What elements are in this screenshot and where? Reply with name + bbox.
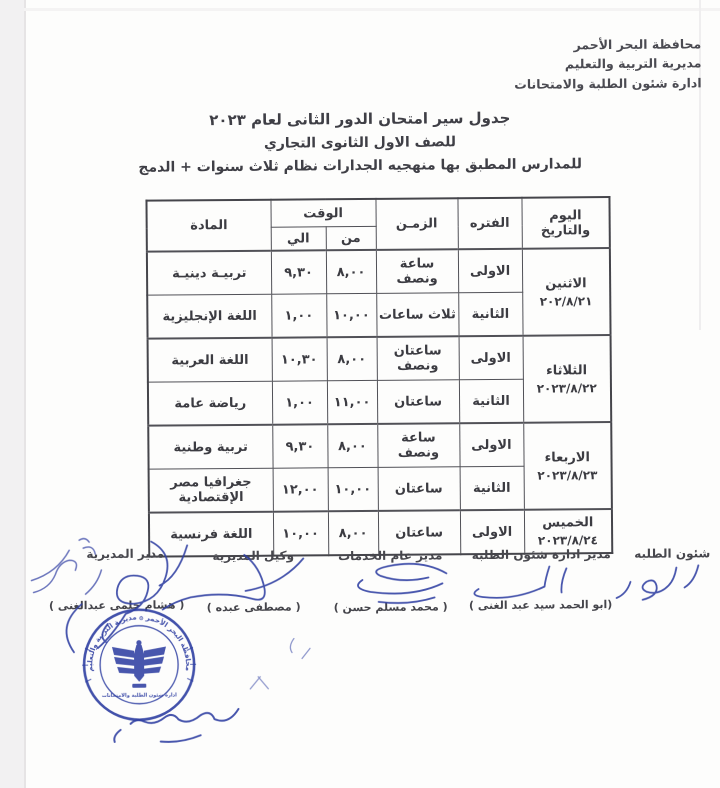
duration-cell: ساعتان bbox=[378, 467, 460, 511]
time-from-cell: ٨,٠٠ bbox=[326, 250, 376, 294]
handwritten-date-scribble bbox=[114, 709, 239, 742]
subject-cell: اللغة الإنجليزية bbox=[147, 294, 271, 338]
document-title bbox=[126, 108, 594, 176]
header-period: الفتره bbox=[457, 198, 521, 250]
stamp-ring-text: محافظة البحر الأحمر ۞ مديرية التربية والتعليم bbox=[86, 613, 193, 673]
table-row bbox=[148, 335, 611, 382]
period-cell: الثانية bbox=[458, 292, 522, 336]
signature-title-directorate-director: مدير المديرية bbox=[86, 546, 165, 562]
duration-cell: ساعتان ونصف bbox=[377, 336, 459, 380]
signature-ink-students-affairs bbox=[616, 565, 698, 600]
letterhead-directorate: مديرية التربية والتعليم bbox=[564, 55, 702, 72]
duration-cell: ثلاث ساعات bbox=[376, 293, 458, 337]
header-duration: الزمـن bbox=[375, 198, 457, 250]
title-line-1: جدول سير امتحان الدور الثانى لعام ٢٠٢٣ bbox=[209, 108, 511, 130]
header-day-date: اليوم والتاريخ bbox=[521, 197, 609, 249]
title-line-3: للمدارس المطبق بها منهجيه الجدارات نظام ثلاث سنوات + الدمج bbox=[138, 156, 583, 176]
day-date: ٢٠٢٣/٨/٢٣ bbox=[537, 467, 598, 483]
subject-cell: رياضة عامة bbox=[148, 381, 272, 425]
time-from-cell: ٨,٠٠ bbox=[327, 424, 377, 468]
signature-name-deputy-director: ( مصطفى عبده ) bbox=[206, 600, 301, 615]
table-row bbox=[147, 248, 610, 295]
time-to-cell: ١٢,٠٠ bbox=[273, 468, 328, 512]
day-cell-tuesday bbox=[523, 335, 612, 423]
header-time-to: الي bbox=[271, 227, 326, 251]
signature-title-students-affairs-director: مدير ادارة شئون الطلبه bbox=[471, 547, 611, 563]
day-date: ٢٠٢٣/٨/٢٢ bbox=[536, 380, 597, 396]
eagle-of-saladin-icon bbox=[112, 640, 166, 688]
day-name: الثلاثاء bbox=[546, 362, 588, 379]
signature-title-deputy-director: وكيل المديرية bbox=[212, 548, 295, 564]
time-to-cell: ١٠,٠٠ bbox=[273, 511, 328, 555]
day-date: ٢٠٢/٨/٢١ bbox=[539, 293, 593, 309]
signature-title-students-affairs: شئون الطلبه bbox=[634, 546, 711, 561]
signature-name-directorate-director: ( هشام حلمى عبدالغنى ) bbox=[48, 598, 185, 613]
svg-text:محافظة البحر الأحمر ۞ مديرية ا bbox=[86, 613, 193, 672]
duration-cell: ساعة ونصف bbox=[377, 423, 459, 467]
day-name: الخميس bbox=[542, 515, 594, 531]
table-row bbox=[148, 422, 611, 469]
signature-name-services-general-director: ( محمد مسلم حسن ) bbox=[333, 600, 448, 615]
period-cell: الاولى bbox=[459, 423, 523, 467]
header-time-from: من bbox=[326, 226, 376, 250]
period-cell: الاولى bbox=[458, 249, 522, 293]
header-time: الوقت bbox=[270, 199, 375, 227]
time-from-cell: ١٠,٠٠ bbox=[326, 293, 376, 337]
time-to-cell: ١٠,٣٠ bbox=[272, 337, 327, 381]
letterhead-department: ادارة شئون الطلبة والامتحانات bbox=[514, 75, 702, 92]
day-cell-monday bbox=[522, 248, 611, 336]
day-name: الاثنين bbox=[545, 275, 587, 292]
header-subject: المادة bbox=[146, 200, 270, 252]
time-from-cell: ٨,٠٠ bbox=[328, 511, 378, 555]
time-from-cell: ٨,٠٠ bbox=[327, 337, 377, 381]
table-header-row-1 bbox=[146, 197, 609, 228]
official-round-stamp bbox=[82, 609, 197, 720]
exam-schedule-table bbox=[145, 196, 613, 558]
time-to-cell: ١,٠٠ bbox=[271, 294, 326, 338]
duration-cell: ساعة ونصف bbox=[376, 249, 458, 293]
subject-cell: تربيـة دينيـة bbox=[147, 251, 271, 295]
duration-cell: ساعتان bbox=[378, 510, 460, 555]
stamp-outer-ring bbox=[84, 609, 195, 720]
signature-ink-services-director bbox=[358, 564, 447, 604]
time-to-cell: ١,٠٠ bbox=[272, 381, 327, 425]
period-cell: الاولى bbox=[460, 510, 524, 555]
stamp-center-text: ادارة شئون الطلبة والامتحانات bbox=[101, 692, 177, 700]
stamp-ring-decorations bbox=[82, 647, 196, 682]
subject-cell: تربية وطنية bbox=[148, 425, 272, 469]
ink-side-marks bbox=[250, 638, 310, 688]
time-from-cell: ١٠,٠٠ bbox=[328, 467, 378, 511]
stamp-inner-ring bbox=[100, 625, 179, 704]
period-cell: الاولى bbox=[459, 336, 523, 380]
letterhead bbox=[514, 34, 702, 94]
day-cell-wednesday bbox=[523, 422, 612, 510]
period-cell: الثانية bbox=[460, 466, 524, 510]
time-from-cell: ١١,٠٠ bbox=[327, 380, 377, 424]
subject-cell: جغرافيا مصر الإقتصادية bbox=[149, 468, 273, 512]
period-cell: الثانية bbox=[459, 379, 523, 423]
subject-cell: اللغة العربية bbox=[148, 338, 272, 382]
signature-ink-students-affairs-director bbox=[474, 566, 566, 598]
subject-cell: اللغة فرنسية bbox=[149, 512, 273, 557]
time-to-cell: ٩,٣٠ bbox=[271, 250, 326, 294]
signature-title-services-general-director: مدير عام الخدمات bbox=[338, 548, 443, 564]
title-line-2: للصف الاول الثانوى التجاري bbox=[263, 134, 457, 152]
time-to-cell: ٩,٣٠ bbox=[272, 424, 327, 468]
day-date: ٢٠٢٣/٨/٢٤ bbox=[537, 533, 598, 548]
day-name: الاربعاء bbox=[544, 449, 591, 466]
duration-cell: ساعتان bbox=[377, 380, 459, 424]
signature-name-students-affairs-director: (ابو الحمد سيد عبد الغنى ) bbox=[468, 598, 613, 613]
letterhead-governorate: محافظة البحر الأحمر bbox=[573, 36, 702, 53]
